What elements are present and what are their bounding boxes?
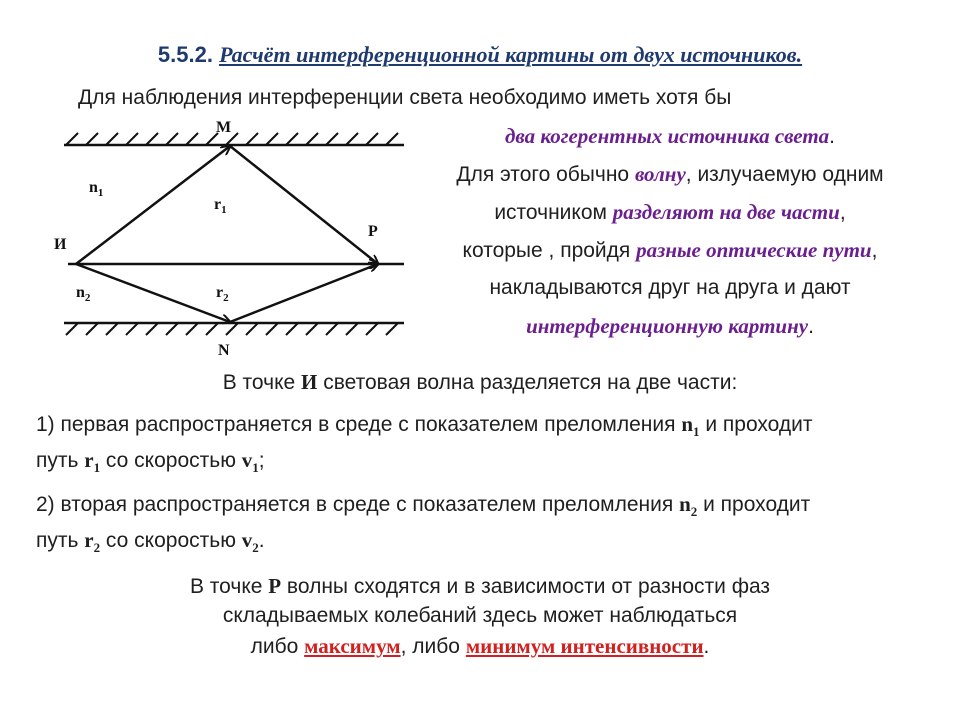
ray-N-to-P (230, 264, 378, 322)
maximum-term: максимум (304, 634, 401, 658)
minimum-term: минимум интенсивности (465, 634, 704, 658)
label-N: N (218, 342, 230, 359)
ray-I-to-M (76, 146, 230, 264)
intro-line-2: два когерентных источника света. (504, 124, 836, 148)
label-r1: $r_1$ (214, 196, 227, 216)
point-I-sentence: В точке И световая волна разделяется на две части: (222, 370, 738, 394)
slide-title (0, 42, 960, 68)
section-title: Расчёт интерференционной картины от двух источников. (219, 42, 803, 67)
intro-line-7: интерференционную картину. (526, 314, 814, 338)
label-I: И (54, 236, 67, 253)
intro-line-4: источником разделяют на две части, (494, 200, 846, 224)
conclusion-line-1: В точке P волны сходятся и в зависимости от разности фаз (189, 574, 771, 598)
item-1-line-1: 1) первая распространяется в среде с показателем преломления $n_1$ и проходит (36, 412, 813, 440)
intro-line-6: накладываются друг на друга и дают (489, 276, 851, 299)
ray-I-to-N (76, 264, 230, 322)
label-P: P (368, 223, 378, 240)
conclusion-line-3: либо максимум, либо минимум интенсивности. (250, 634, 710, 658)
item-2-line-1: 2) вторая распространяется в среде с показателем преломления $n_2$ и проходит (36, 492, 811, 520)
interference-diagram (40, 112, 420, 372)
upper-boundary (64, 133, 404, 145)
intro-line-3: Для этого обычно волну, излучаемую одним (456, 162, 884, 186)
lower-boundary (64, 323, 404, 335)
label-M: M (216, 119, 232, 136)
label-n1: $n_1$ (89, 179, 104, 199)
item-1-line-2: путь $r_1$ со скоростью $v_1$; (36, 448, 265, 476)
intro-line-5: которые , пройдя разные оптические пути, (462, 238, 878, 262)
section-number: 5.5.2. (157, 42, 213, 67)
label-r2: $r_2$ (216, 284, 229, 304)
intro-line-1: Для наблюдения интерференции света необходимо иметь хотя бы (78, 86, 732, 109)
conclusion-line-2: складываемых колебаний здесь может наблюдаться (222, 604, 738, 627)
label-n2: $n_2$ (76, 284, 91, 304)
item-2-line-2: путь $r_2$ со скоростью $v_2$. (36, 528, 265, 556)
ray-M-to-P (230, 146, 378, 264)
